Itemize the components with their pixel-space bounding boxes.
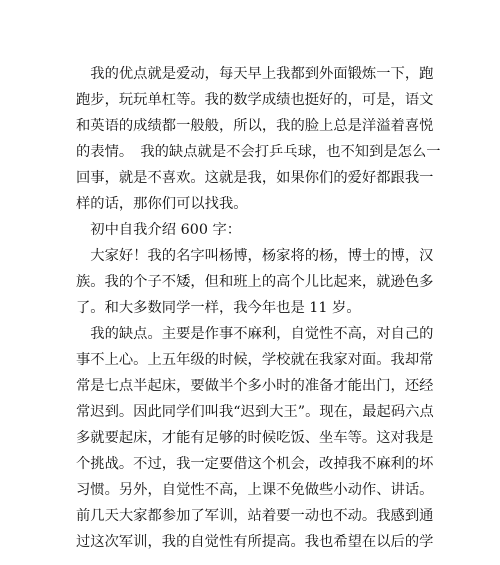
- text-line-6: 样的话，那你们可以找我。: [76, 196, 248, 212]
- text-line-11: 我的缺点。主要是作事不麻利，自觉性不高，对自己的: [76, 326, 434, 342]
- text-line-17: 习惯。另外，自觉性不高，上课不免做些小动作、讲话。: [76, 482, 434, 498]
- text-line-16: 个挑战。不过，我一定要借这个机会，改掉我不麻利的坏: [76, 456, 434, 472]
- text-line-14: 常迟到。因此同学们叫我“迟到大王”。现在，最起码六点: [76, 404, 434, 420]
- text-line-2: 跑步，玩玩单杠等。我的数学成绩也挺好的，可是，语文: [76, 92, 434, 108]
- section-heading: 初中自我介绍 600 字：: [76, 222, 242, 238]
- text-line-3: 和英语的成绩都一般般，所以，我的脸上总是洋溢着喜悦: [76, 118, 434, 134]
- text-line-5: 回事，就是不喜欢。这就是我，如果你们的爱好都跟我一: [76, 170, 434, 186]
- text-line-9: 族。我的个子不矮，但和班上的高个儿比起来，就逊色多: [76, 274, 434, 290]
- text-line-8: 大家好！我的名字叫杨博，杨家将的杨，博士的博，汉: [76, 248, 434, 264]
- text-line-18: 前几天大家都参加了军训，站着要一动也不动。我感到通: [76, 508, 434, 524]
- text-line-1: 我的优点就是爱动，每天早上我都到外面锻炼一下，跑: [76, 66, 434, 82]
- text-line-4: 的表情。 我的缺点就是不会打乒乓球，也不知到是怎么一: [76, 144, 441, 160]
- text-line-12: 事不上心。上五年级的时候，学校就在我家对面。我却常: [76, 352, 434, 368]
- text-line-15: 多就要起床，才能有足够的时候吃饭、坐车等。这对我是: [76, 430, 434, 446]
- text-line-19: 过这次军训，我的自觉性有所提高。我也希望在以后的学: [76, 534, 434, 550]
- text-line-10: 了。和大多数同学一样，我今年也是 11 岁。: [76, 300, 361, 316]
- text-line-13: 常是七点半起床，要做半个多小时的准备才能出门，还经: [76, 378, 434, 394]
